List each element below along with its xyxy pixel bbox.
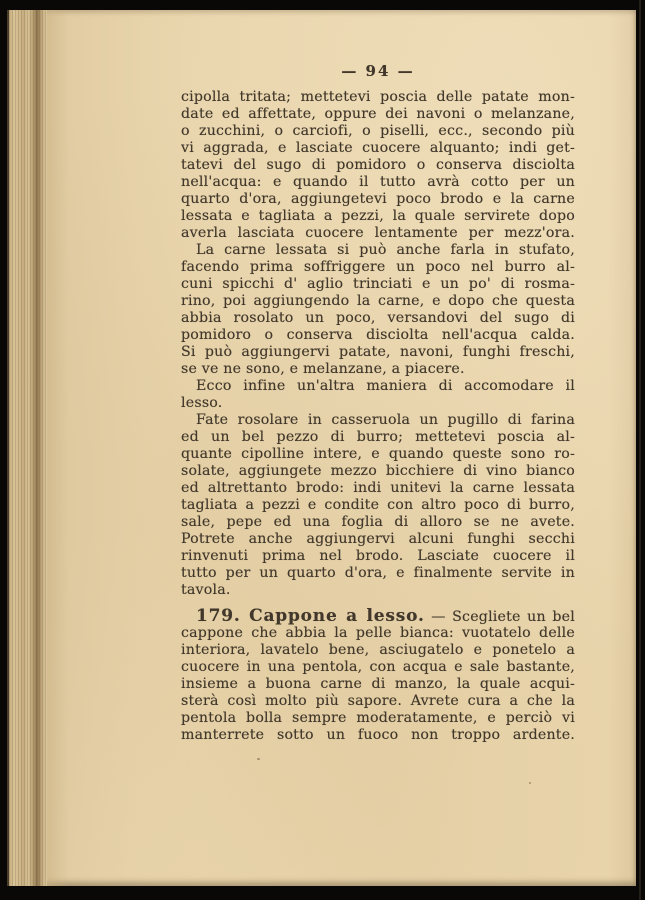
text-line: pentola bolla sempre moderatamente, e perciò vi [181, 710, 575, 726]
text-line: sterà così molto più sapore. Avrete cura a che la [181, 693, 575, 709]
text-line: tatevi del sugo di pomidoro o conserva disciolta [181, 157, 575, 173]
text-line: tagliata a pezzi e condite con altro poco di burro, [181, 497, 575, 513]
text-line: tavola. [181, 582, 231, 598]
text-line: Ecco infine un'altra maniera di accomodare il [196, 378, 575, 394]
text-line: quante cipolline intere, e quando queste sono ro- [181, 446, 575, 462]
text-line: facendo prima soffriggere un poco nel burro al- [181, 259, 575, 275]
scan-seam [639, 0, 641, 900]
page-edge-gutter-fade [47, 10, 69, 886]
text-line: date ed affettate, oppure dei navoni o melanzane, [181, 106, 575, 122]
paper-speck [257, 758, 260, 760]
text-line: solate, aggiungete mezzo bicchiere di vino bianco [181, 463, 575, 479]
paper-speck [529, 782, 531, 784]
text-line: Potrete anche aggiungervi alcuni funghi secchi [181, 531, 575, 547]
text-line: cappone che abbia la pelle bianca: vuotatelo delle [181, 625, 575, 641]
text-line: abbia rosolato un poco, versandovi del sugo di [181, 310, 575, 326]
text-line: 179. Cappone a lesso. — Scegliete un bel [196, 608, 575, 625]
text-line: cuocere in una pentola, con acqua e sale bastante, [181, 659, 575, 675]
paragraph [181, 378, 575, 412]
text-line: rinvenuti prima nel brodo. Lasciate cuocere il [181, 548, 575, 564]
recipe-heading: 179. Cappone a lesso. [196, 608, 425, 625]
page-edge-gutter [9, 10, 47, 886]
text-line: lessata e tagliata a pezzi, la quale servirete dopo [181, 208, 575, 224]
paragraph [181, 412, 575, 599]
paragraph [181, 89, 575, 242]
text-line: interiora, lavatelo bene, asciugatelo e ponetelo a [181, 642, 575, 658]
text-line: rino, poi aggiungendo la carne, e dopo che questa [181, 293, 575, 309]
text-line: vi aggrada, e lasciate cuocere alquanto; indi get- [181, 140, 575, 156]
text-line: o zucchini, o carciofi, o piselli, ecc., secondo più [181, 123, 575, 139]
paragraphs-container [181, 89, 575, 744]
text-line: nell'acqua: e quando il tutto avrà cotto per un [181, 174, 575, 190]
text-line: Fate rosolare in casseruola un pugillo di farina [196, 412, 575, 428]
text-line: cipolla tritata; mettetevi poscia delle patate mon- [181, 89, 575, 105]
text-line: lesso. [181, 395, 223, 411]
page-number: — 94 — [341, 62, 415, 80]
text-line: ed un bel pezzo di burro; mettetevi poscia al- [181, 429, 575, 445]
text-line: tutto per un quarto d'ora, e finalmente servite in [181, 565, 575, 581]
text-line: se ve ne sono, e melanzane, a piacere. [181, 361, 465, 377]
text-line: ed altrettanto brodo: indi unitevi la carne lessata [181, 480, 575, 496]
paragraph [181, 242, 575, 378]
text-line: cuni spicchi d' aglio trinciati e un po' di rosma- [181, 276, 575, 292]
book-page [7, 10, 636, 886]
text-line: averla lasciata cuocere lentamente per mezz'ora. [181, 225, 575, 241]
text-line: La carne lessata si può anche farla in stufato, [196, 242, 575, 258]
text-line: Si può aggiungervi patate, navoni, funghi freschi, [181, 344, 575, 360]
text-line: sale, pepe ed una foglia di alloro se ne avete. [181, 514, 575, 530]
paragraph [181, 608, 575, 744]
text-line: insieme a buona carne di manzo, la quale acqui- [181, 676, 575, 692]
text-line: pomidoro o conserva disciolta nell'acqua calda. [181, 327, 575, 343]
text-line: quarto d'ora, aggiungetevi poco brodo e la carne [181, 191, 575, 207]
page-body-text [181, 62, 575, 744]
text-line: manterrete sotto un fuoco non troppo ardente. [181, 727, 575, 743]
